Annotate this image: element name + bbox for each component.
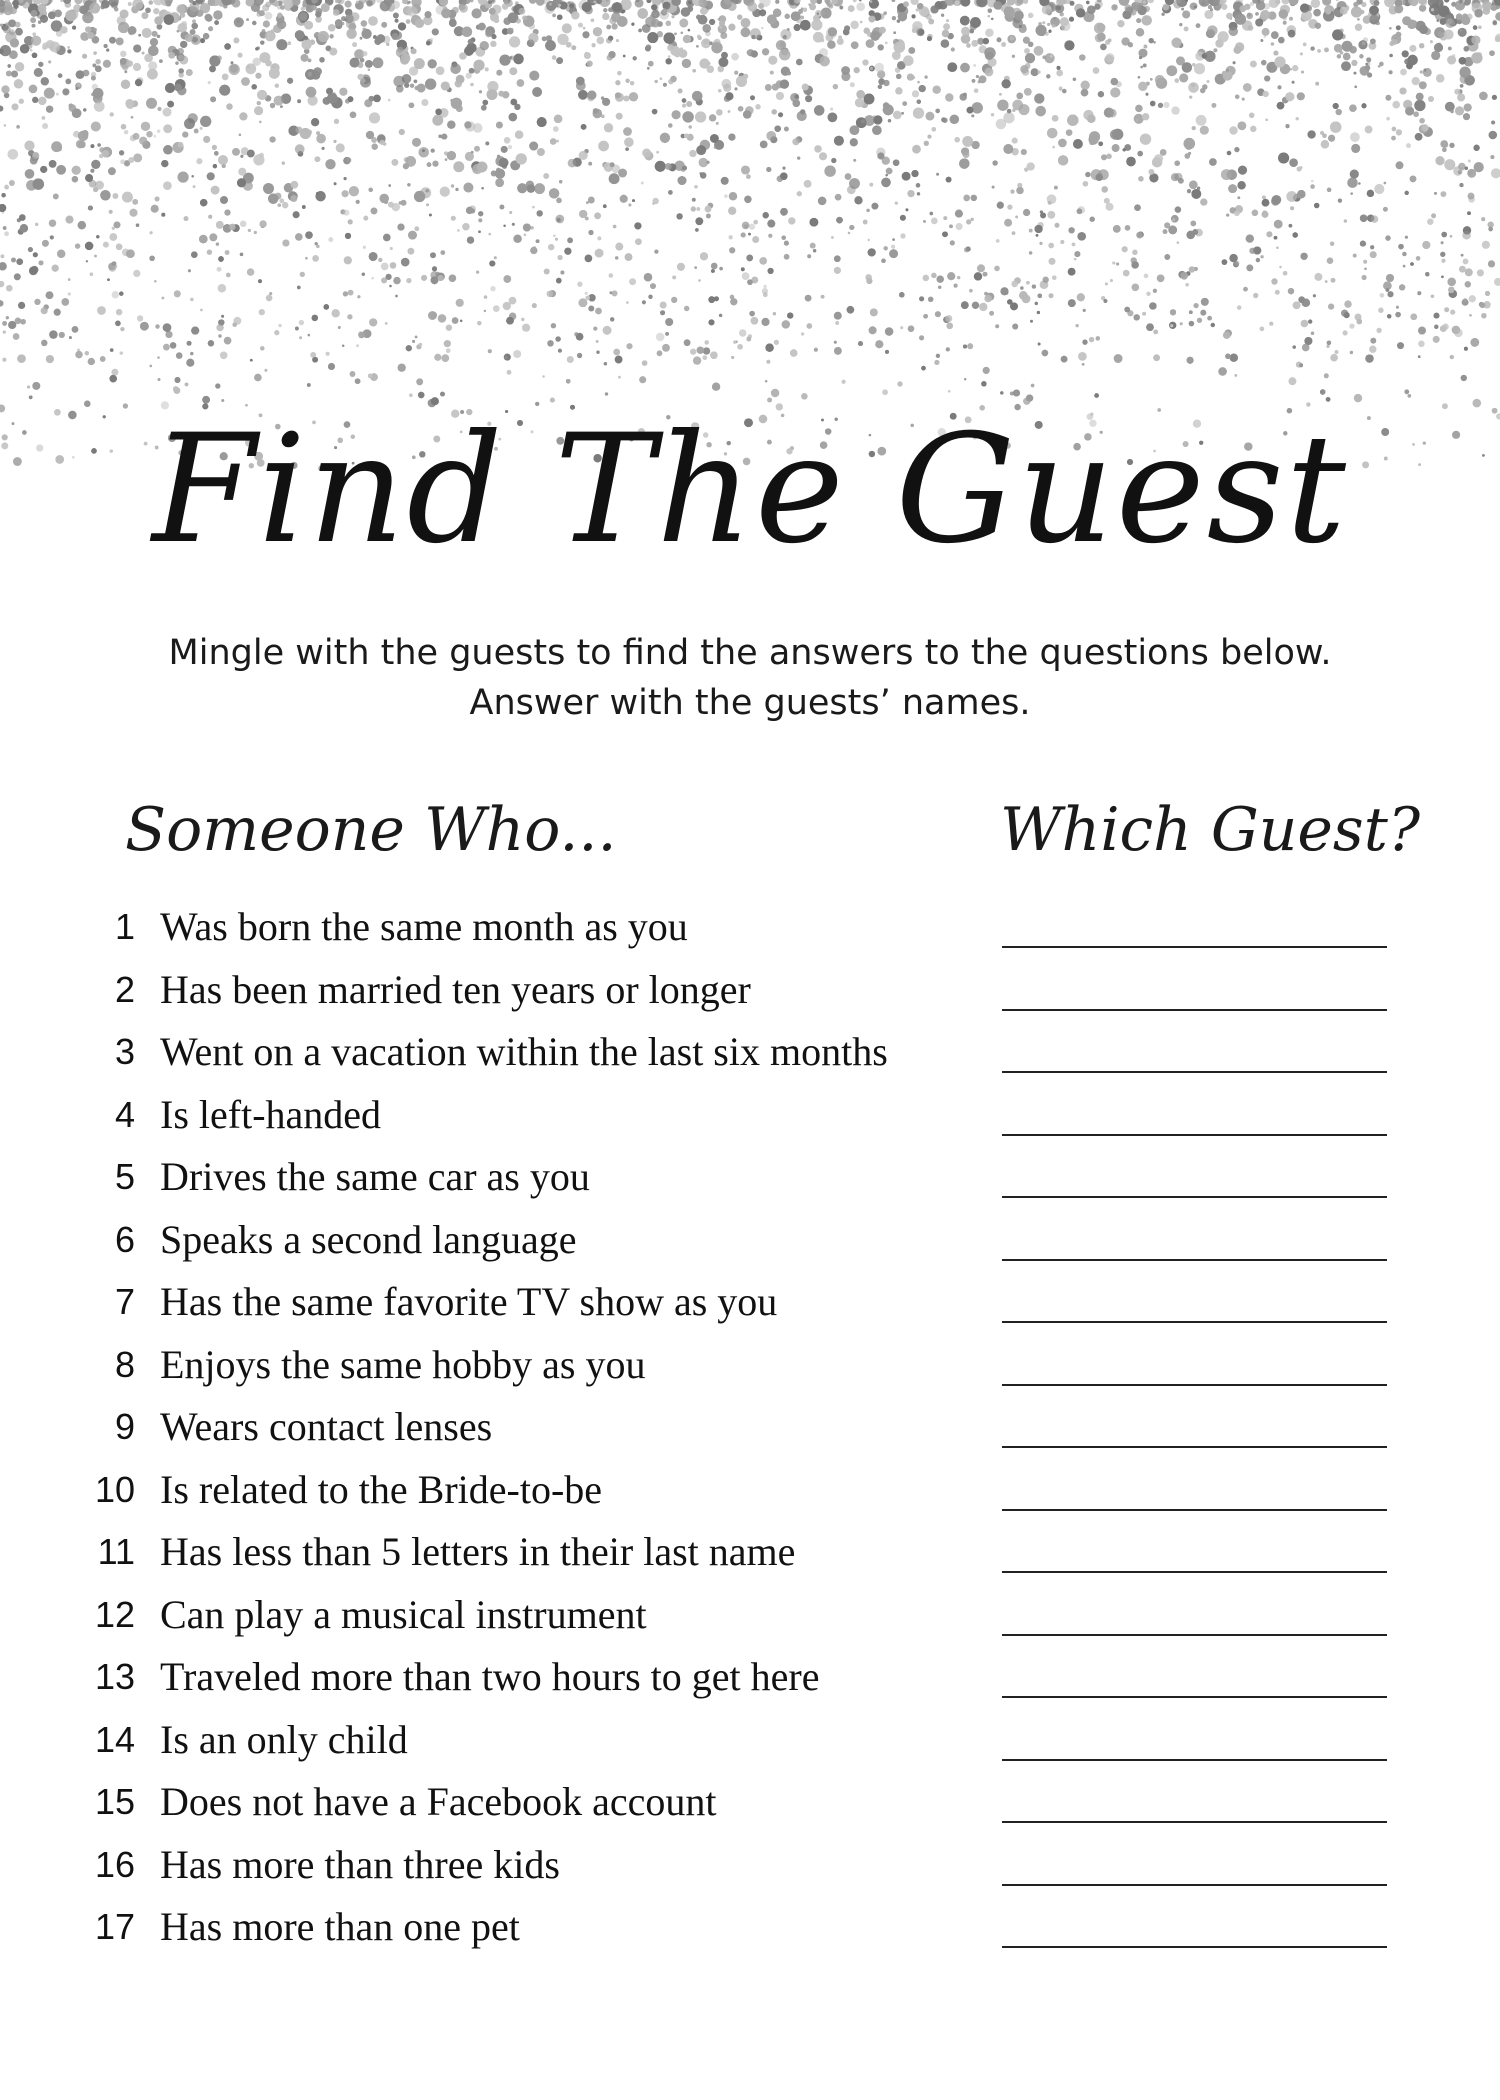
answer-blank-line[interactable] [1002, 1509, 1387, 1511]
question-number: 14 [94, 1718, 135, 1760]
question-text: Can play a musical instrument [160, 1591, 647, 1637]
answer-blank-line[interactable] [1002, 1634, 1387, 1636]
question-row [0, 1521, 1500, 1584]
question-text: Enjoys the same hobby as you [160, 1341, 646, 1387]
question-row [0, 1271, 1500, 1334]
question-number: 10 [94, 1468, 135, 1510]
answer-blank-line[interactable] [1002, 1759, 1387, 1761]
question-row [0, 1709, 1500, 1772]
question-text: Traveled more than two hours to get here [160, 1654, 820, 1699]
question-row [0, 959, 1500, 1022]
question-row [0, 1834, 1500, 1897]
question-number: 11 [97, 1531, 135, 1572]
answer-blank-line[interactable] [1002, 1134, 1387, 1136]
question-row [0, 1021, 1500, 1084]
answer-blank-line[interactable] [1002, 1259, 1387, 1261]
question-number: 3 [114, 1031, 135, 1072]
question-text: Has been married ten years or longer [160, 966, 751, 1012]
question-row [0, 1646, 1500, 1709]
question-row [0, 1896, 1500, 1959]
answer-blank-line[interactable] [1002, 1446, 1387, 1448]
answer-blank-line[interactable] [1002, 1321, 1387, 1323]
answer-blank-line[interactable] [1002, 1946, 1387, 1948]
question-text: Does not have a Facebook account [160, 1779, 717, 1824]
question-number: 1 [114, 906, 135, 947]
question-number: 4 [114, 1093, 135, 1135]
question-text: Speaks a second language [160, 1216, 577, 1262]
instructions-line-1: Mingle with the guests to find the answers to the questions below. [168, 633, 1332, 673]
answer-blank-line[interactable] [1002, 1196, 1387, 1198]
question-text: Has more than three kids [160, 1841, 560, 1887]
answer-blank-line[interactable] [1002, 1009, 1387, 1011]
question-number: 15 [94, 1781, 135, 1822]
question-number: 5 [114, 1156, 135, 1197]
question-row [0, 1459, 1500, 1522]
answer-blank-line[interactable] [1002, 946, 1387, 948]
answer-blank-line[interactable] [1002, 1884, 1387, 1886]
heading-someone-who: Someone Who... [125, 795, 617, 865]
question-text: Is left-handed [160, 1091, 382, 1137]
question-text: Was born the same month as you [160, 904, 688, 949]
question-row [0, 1334, 1500, 1397]
page-title: Find The Guest [152, 403, 1348, 577]
question-text: Has more than one pet [160, 1904, 520, 1949]
question-text: Is an only child [160, 1716, 408, 1762]
answer-blank-line[interactable] [1002, 1384, 1387, 1386]
answer-blank-line[interactable] [1002, 1696, 1387, 1698]
question-list [0, 896, 1500, 1959]
question-text: Has the same favorite TV show as you [160, 1279, 778, 1324]
question-number: 7 [114, 1281, 135, 1322]
question-text: Wears contact lenses [160, 1404, 493, 1449]
question-number: 13 [94, 1656, 135, 1697]
question-number: 8 [114, 1343, 135, 1385]
question-row [0, 1771, 1500, 1834]
question-number: 12 [94, 1593, 135, 1635]
question-row [0, 1396, 1500, 1459]
question-text: Has less than 5 letters in their last name [160, 1529, 796, 1574]
question-row [0, 1084, 1500, 1147]
answer-blank-line[interactable] [1002, 1821, 1387, 1823]
question-number: 16 [94, 1843, 135, 1885]
question-row [0, 896, 1500, 959]
question-number: 2 [114, 968, 135, 1010]
question-number: 17 [94, 1906, 135, 1947]
heading-which-guest: Which Guest? [1000, 795, 1420, 865]
question-row [0, 1209, 1500, 1272]
instructions [0, 628, 1500, 728]
answer-blank-line[interactable] [1002, 1071, 1387, 1073]
question-text: Is related to the Bride-to-be [160, 1466, 603, 1512]
question-number: 6 [114, 1218, 135, 1260]
question-row [0, 1146, 1500, 1209]
question-row [0, 1584, 1500, 1647]
question-text: Went on a vacation within the last six months [160, 1029, 888, 1074]
question-number: 9 [114, 1406, 135, 1447]
question-text: Drives the same car as you [160, 1154, 590, 1199]
instructions-line-2: Answer with the guests’ names. [469, 683, 1031, 723]
answer-blank-line[interactable] [1002, 1571, 1387, 1573]
